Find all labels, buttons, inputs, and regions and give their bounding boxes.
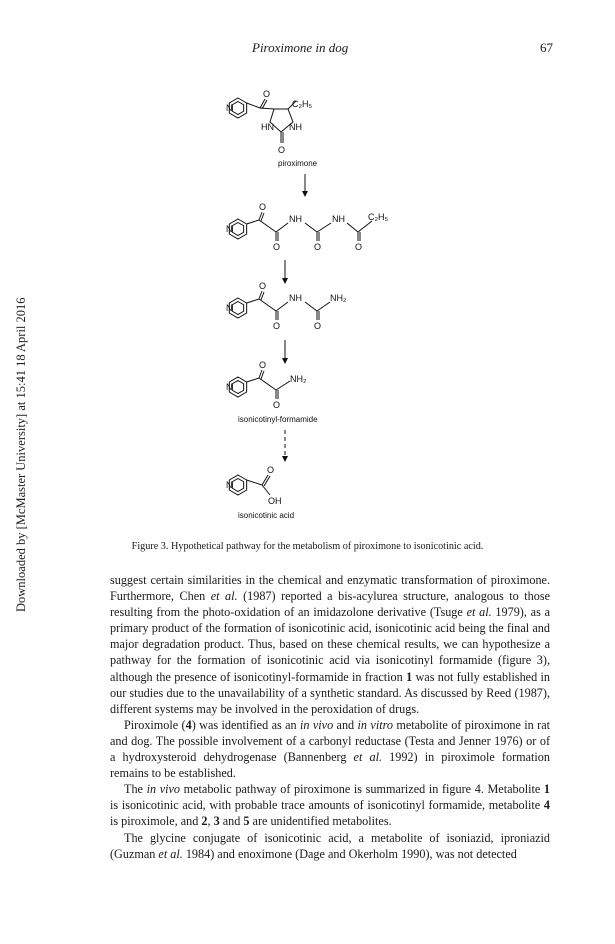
atom-label: OH: [268, 496, 282, 506]
atom-label: NH: [332, 214, 345, 224]
paragraph-2: Piroximole (4) was identified as an in vivo and in vitro metabolite of piroximone in rat and dog. The possible involvement of a carbonyl reductase (Testa and Jenner 1976) or of a hydroxysteroid dehydrogenase (Bannenberg et al. 1992) in piroximole formation remains to be established.: [110, 717, 551, 781]
bold-text: 4: [543, 798, 550, 813]
italic-text: et al.: [466, 605, 492, 620]
atom-label: O: [263, 89, 271, 99]
atom-label: N: [226, 224, 233, 234]
download-watermark: Downloaded by [McMaster University] at 15:41 18 April 2016: [14, 297, 28, 612]
paragraph-4: The glycine conjugate of isonicotinic acid, a metabolite of isoniazid, iproniazid (Guzman et al. 1984) and enoximone (Dage and Okerholm 1990), was not detected: [110, 830, 550, 861]
atom-label: O: [273, 321, 281, 331]
piroximone-structure: [229, 98, 296, 143]
bold-text: 4: [185, 717, 192, 732]
atom-label: O: [355, 242, 363, 252]
compound-label-isonicotinic-acid: isonicotinic acid: [238, 511, 295, 520]
italic-text: et al.: [210, 589, 238, 604]
atom-label: O: [273, 400, 281, 410]
isonicotinyl-formamide-structure: [229, 370, 290, 399]
atom-label: O: [278, 145, 286, 155]
bold-text: 3: [213, 814, 220, 829]
italic-text: et al.: [158, 846, 183, 861]
atom-label: O: [273, 242, 281, 252]
atom-label: NH: [289, 214, 302, 224]
figure-caption: Figure 3. Hypothetical pathway for the metabolism of piroximone to isonicotinic acid.: [131, 541, 484, 552]
atom-label: C₂H₅: [292, 99, 313, 109]
bold-text: 1: [406, 669, 413, 684]
paragraph-3: The in vivo metabolic pathway of piroximone is summarized in figure 4. Metabolite 1 is isonicotinic acid, with probable trace amounts of isonicotinyl formamide, metabolite 4 is piroximole, and 2, 3 and 5 are unidentified metabolites.: [110, 782, 550, 829]
bold-text: 2: [201, 814, 208, 829]
italic-text: in vitro: [357, 717, 393, 732]
atom-label: O: [314, 321, 322, 331]
bold-text: 5: [243, 814, 250, 829]
atom-label: N: [226, 103, 233, 113]
atom-label: N: [226, 382, 233, 392]
atom-label: C₂H₅: [368, 212, 389, 222]
atom-label: HN: [261, 122, 274, 132]
acylurea-structure: [229, 291, 330, 320]
running-title: Piroximone in dog: [252, 40, 349, 55]
atom-label: O: [259, 281, 267, 291]
compound-label-piroximone: piroximone: [278, 159, 318, 168]
italic-text: et al.: [353, 750, 382, 765]
atom-label: O: [267, 465, 275, 475]
atom-label: NH: [289, 122, 302, 132]
atom-label: NH₂: [330, 293, 347, 303]
compound-label-isonicotinyl-formamide: isonicotinyl-formamide: [238, 415, 318, 424]
isonicotinic-acid-structure: [229, 475, 270, 495]
atom-label: NH₂: [290, 374, 307, 384]
body-text: [110, 572, 550, 862]
paragraph-1: suggest certain similarities in the chemical and enzymatic transformation of piroximone. Furthermore, Chen et al. (1987) reported a bis-acylurea structure, analogous to those resulting from the photo-oxidation of an imidazolone derivative (Tsuge et al. 1979), as a primary product of the formation of isonicotinic acid, isonicotinic acid being the final and major degradation product. Thus, based on these chemical results, we can hypothesize a pathway for the formation of isonicotinic acid via isonicotinyl formamide (figure 3), although the presence of isonicotinyl-formamide in fraction 1 was not fully established in our studies due to the unavailability of a synthetic standard. As discussed by Reed (1987), different systems may be involved in the peroxidation of drugs.: [110, 573, 551, 716]
bold-text: 1: [543, 782, 550, 797]
italic-text: in vivo: [146, 782, 181, 797]
atom-label: N: [226, 480, 233, 490]
atom-label: NH: [289, 293, 302, 303]
atom-label: N: [226, 303, 233, 313]
italic-text: in vivo: [300, 717, 334, 732]
atom-label: O: [314, 242, 322, 252]
atom-label: O: [259, 360, 267, 370]
atom-label: O: [259, 202, 267, 212]
page-number: 67: [540, 40, 553, 55]
